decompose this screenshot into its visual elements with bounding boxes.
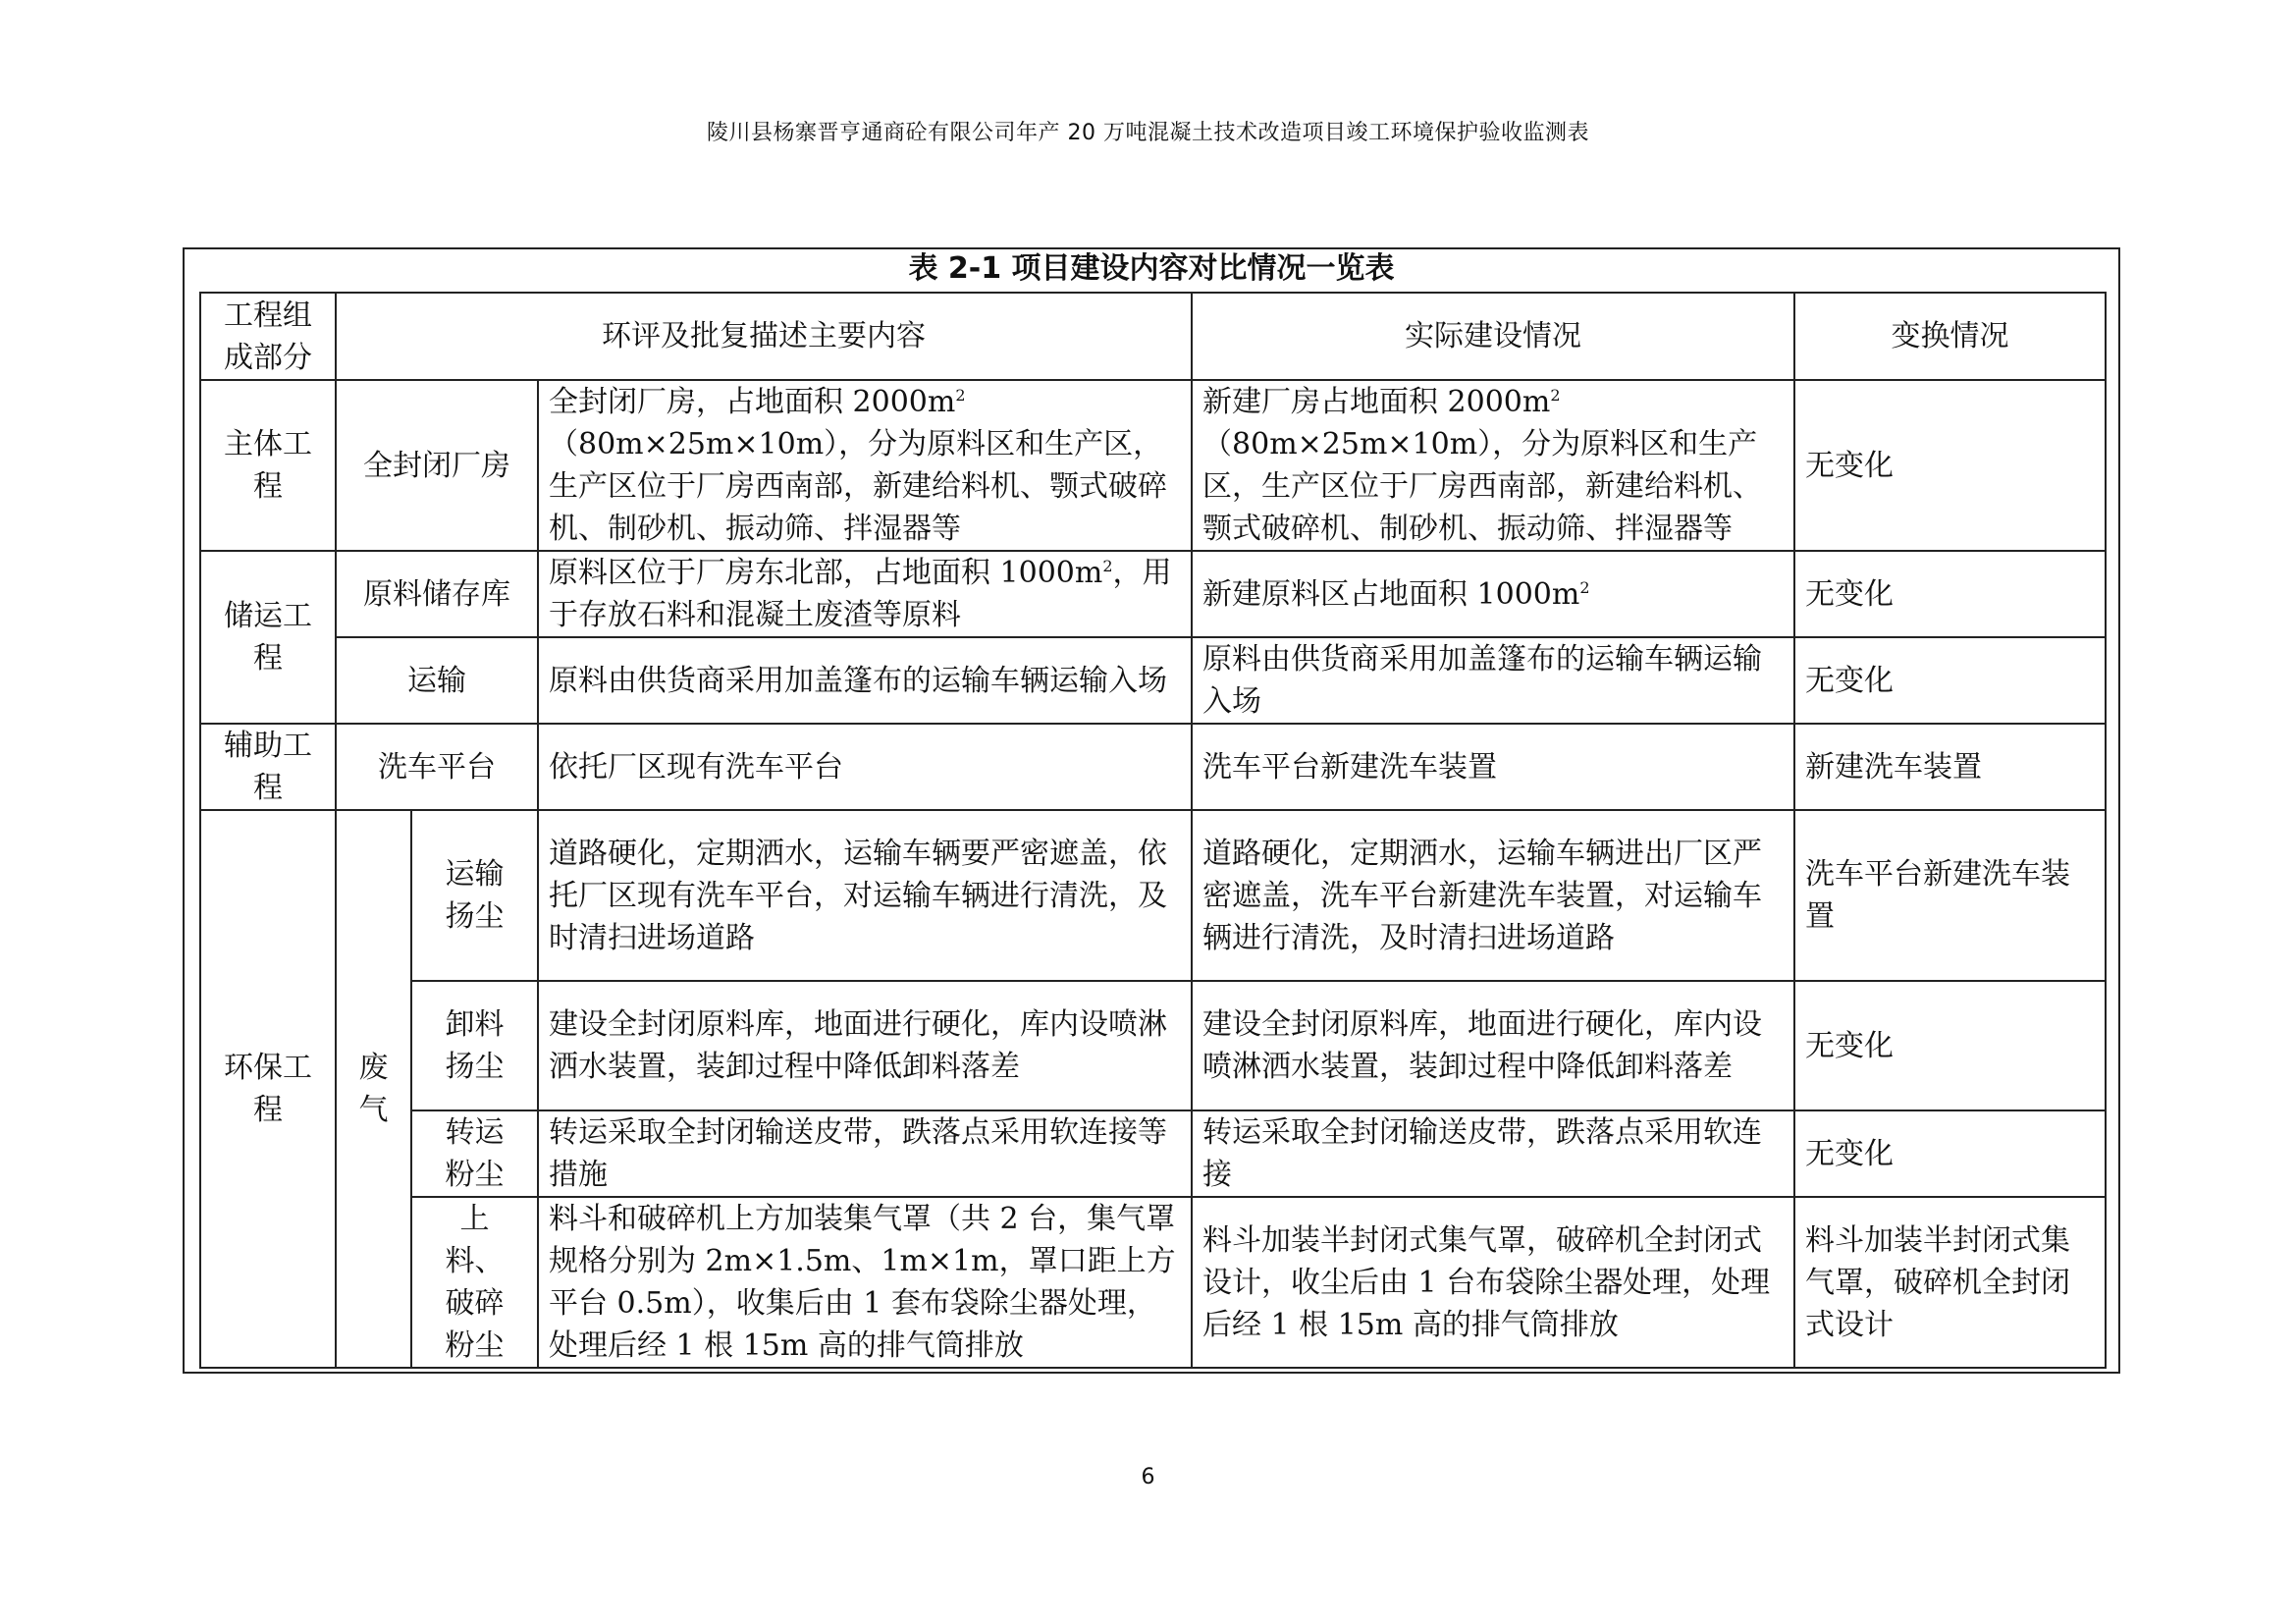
table-row [200,551,2106,637]
eia-cell: 料斗和破碎机上方加装集气罩（共 2 台，集气罩规格分别为 2m×1.5m、1m×1m，罩口距上方平台 0.5m），收集后由 1 套布袋除尘器处理，处理后经 1 根 15m 高的排气筒排放 [538,1197,1192,1368]
item-cell: 运输扬尘 [411,810,538,981]
table-row [200,637,2106,724]
actual-cell: 新建厂房占地面积 $2000m^2(80m\times 25m\times 10m)$，分为原料区和生产区，生产区位于厂房西南部，新建给料机、颚式破碎机、制砂机、振动筛、拌湿器等 [1192,380,1794,551]
item-cell: 上料、破碎粉尘 [411,1197,538,1368]
actual-cell: 转运采取全封闭输送皮带，跌落点采用软连接 [1192,1110,1794,1197]
change-cell: 新建洗车装置 [1794,724,2106,810]
eia-cell: 依托厂区现有洗车平台 [538,724,1192,810]
change-cell: 料斗加装半封闭式集气罩，破碎机全封闭式设计 [1794,1197,2106,1368]
actual-cell: 建设全封闭原料库，地面进行硬化，库内设喷淋洒水装置，装卸过程中降低卸料落差 [1192,981,1794,1110]
item-cell: 全封闭厂房 [336,380,538,551]
table-header-row [200,293,2106,380]
actual-cell: 洗车平台新建洗车装置 [1192,724,1794,810]
actual-cell: 道路硬化，定期洒水，运输车辆进出厂区严密遮盖，洗车平台新建洗车装置，对运输车辆进行清洗，及时清扫进场道路 [1192,810,1794,981]
page-number: 6 [1141,1465,1155,1489]
eia-cell: 转运采取全封闭输送皮带，跌落点采用软连接等措施 [538,1110,1192,1197]
eia-cell: 道路硬化，定期洒水，运输车辆要严密遮盖，依托厂区现有洗车平台，对运输车辆进行清洗，及时清扫进场道路 [538,810,1192,981]
item-cell: 运输 [336,637,538,724]
eia-cell: 原料区位于厂房东北部，占地面积 $1000m^2$，用于存放石料和混凝土废渣等原料 [538,551,1192,637]
table-row [200,810,2106,981]
change-cell: 无变化 [1794,1110,2106,1197]
table-row [200,380,2106,551]
header-change: 变换情况 [1794,293,2106,380]
change-cell: 无变化 [1794,637,2106,724]
group-cell: 储运工程 [200,551,336,724]
header-eia: 环评及批复描述主要内容 [336,293,1192,380]
item-cell: 转运粉尘 [411,1110,538,1197]
header-component: 工程组成部分 [200,293,336,380]
change-cell: 无变化 [1794,981,2106,1110]
eia-cell: 建设全封闭原料库，地面进行硬化，库内设喷淋洒水装置，装卸过程中降低卸料落差 [538,981,1192,1110]
item-cell: 卸料扬尘 [411,981,538,1110]
item-cell: 洗车平台 [336,724,538,810]
eia-cell: 全封闭厂房，占地面积 $2000m^2(80m\times 25m\times 10m)$，分为原料区和生产区，生产区位于厂房西南部，新建给料机、颚式破碎机、制砂机、振动筛、拌湿器等 [538,380,1192,551]
table-caption: 表 2-1 项目建设内容对比情况一览表 [908,251,1395,286]
eia-cell: 原料由供货商采用加盖篷布的运输车辆运输入场 [538,637,1192,724]
running-header: 陵川县杨寨晋亨通商砼有限公司年产 20 万吨混凝土技术改造项目竣工环境保护验收监测表 [707,121,1589,145]
table-row [200,1110,2106,1197]
table-row [200,724,2106,810]
change-cell: 洗车平台新建洗车装置 [1794,810,2106,981]
table-row [200,1197,2106,1368]
change-cell: 无变化 [1794,380,2106,551]
actual-cell: 原料由供货商采用加盖篷布的运输车辆运输入场 [1192,637,1794,724]
group-cell: 辅助工程 [200,724,336,810]
actual-cell: 新建原料区占地面积 $1000m^2$ [1192,551,1794,637]
group-cell: 主体工程 [200,380,336,551]
item-cell: 原料储存库 [336,551,538,637]
group-cell: 环保工程 [200,810,336,1368]
category-cell: 废气 [336,810,411,1368]
header-actual: 实际建设情况 [1192,293,1794,380]
actual-cell: 料斗加装半封闭式集气罩，破碎机全封闭式设计，收尘后由 1 台布袋除尘器处理，处理后经 1 根 15m 高的排气筒排放 [1192,1197,1794,1368]
change-cell: 无变化 [1794,551,2106,637]
table-row [200,981,2106,1110]
project-comparison-table [199,292,2107,1369]
